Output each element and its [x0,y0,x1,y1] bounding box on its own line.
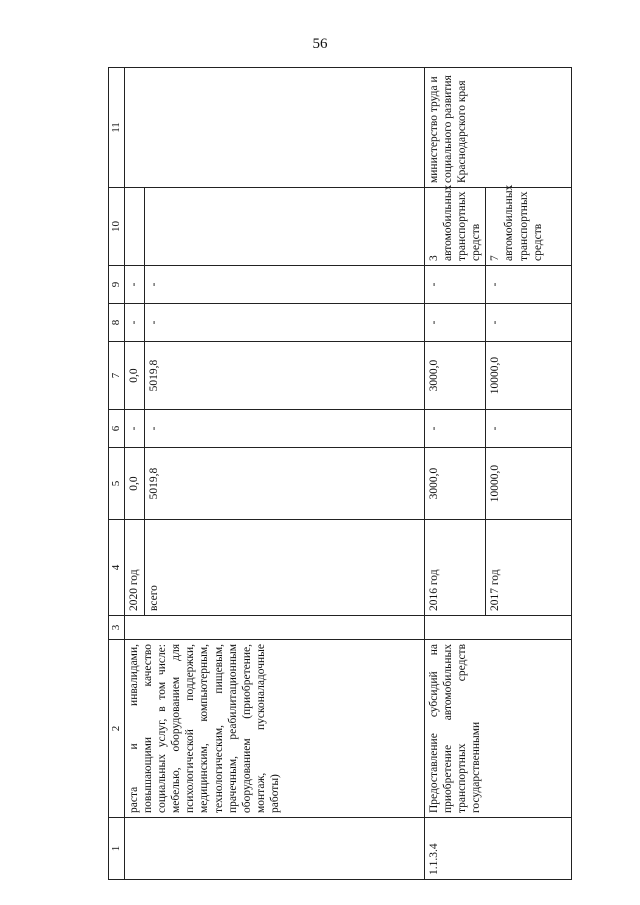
cell-federal: - [425,410,486,448]
cell-other: - [125,266,145,304]
table-rotation-wrapper [108,68,572,880]
cell-regional: 3000,0 [425,342,486,410]
cell-regional: 10000,0 [486,342,572,410]
cell-year: 2017 год [486,520,572,616]
col-number: 2 [109,640,125,818]
cell-year: 2020 год [125,520,145,616]
cell-other: - [486,266,572,304]
cell-local: - [425,304,486,342]
cell-regional: 0,0 [125,342,145,410]
cell-item-number: 1.1.3.4 [425,818,572,880]
cell-other: - [145,266,425,304]
col-number: 5 [109,448,125,520]
col-number: 6 [109,410,125,448]
col-number: 9 [109,266,125,304]
cell-other: - [425,266,486,304]
cell-measure-description: Предоставление субсидий на приобретение автомобильных транспортных средств государственными [425,640,572,818]
cell-local: - [486,304,572,342]
cell-total: 5019,8 [145,448,425,520]
table-row [425,68,486,880]
cell-federal: - [145,410,425,448]
cell-regional: 5019,8 [145,342,425,410]
cell-result: 7 автомобильных транспортных средств [486,188,572,266]
cell-total: 3000,0 [425,448,486,520]
cell-federal: - [125,410,145,448]
program-table [108,67,572,880]
cell-col3 [425,616,572,640]
cell-total: 10000,0 [486,448,572,520]
cell-executor [125,68,425,188]
cell-result [145,188,425,266]
cell-total: 0,0 [125,448,145,520]
col-number: 7 [109,342,125,410]
cell-measure-description: раста и инвалидами, повышающими качество социальных услуг, в том числе: мебелью, оборудованием для психологической поддержки, медицинским, компьютерным, технологическим, пищевым, прачечным, реабилитационным оборудованием (приобретение, монтаж, пусконаладочные работы) [125,640,425,818]
cell-item-number [125,818,425,880]
cell-federal: - [486,410,572,448]
cell-executor: министерство труда и социального развития Краснодарского края [425,68,572,188]
column-number-row [109,68,125,880]
rotated-table-sheet [108,68,572,880]
table-row [125,68,145,880]
col-number: 3 [109,616,125,640]
col-number: 4 [109,520,125,616]
col-number: 10 [109,188,125,266]
cell-col3 [125,616,425,640]
cell-year: всего [145,520,425,616]
col-number: 11 [109,68,125,188]
cell-local: - [125,304,145,342]
page-number: 56 [312,36,328,52]
cell-local: - [145,304,425,342]
cell-result [125,188,145,266]
col-number: 1 [109,818,125,880]
col-number: 8 [109,304,125,342]
cell-result: 3 автомобильных транспортных средств [425,188,486,266]
cell-year: 2016 год [425,520,486,616]
